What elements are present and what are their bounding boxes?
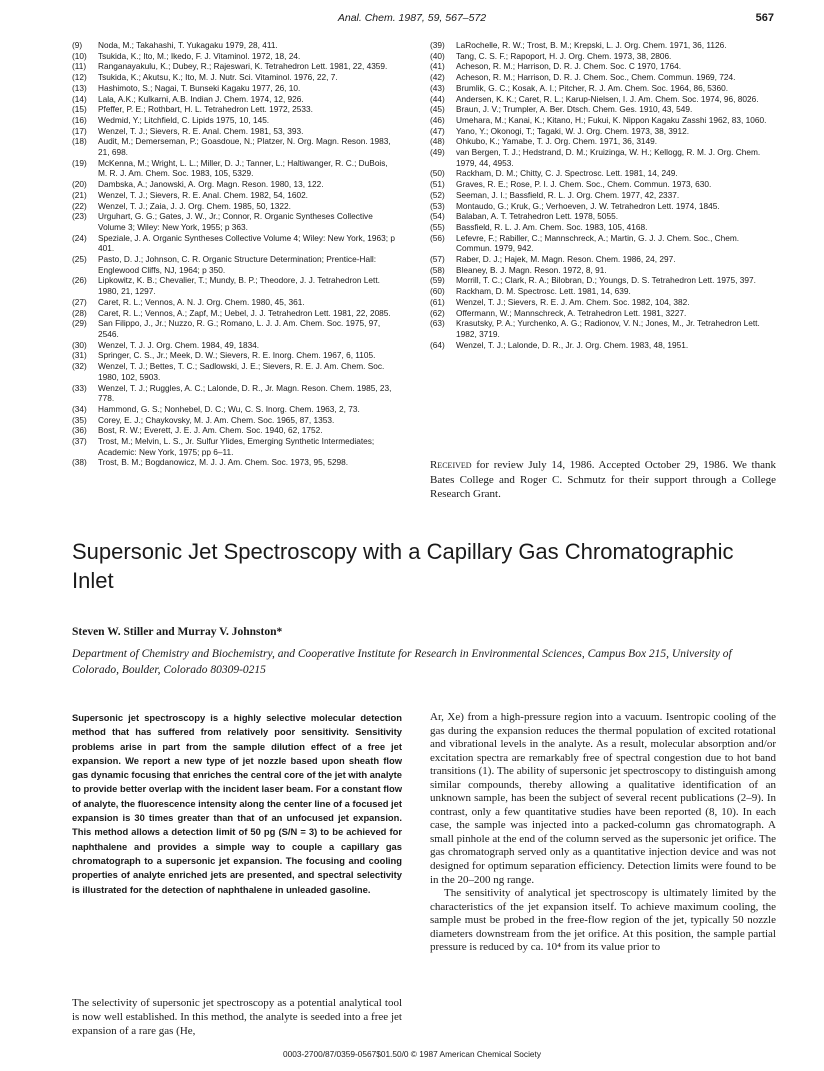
body-right-column bbox=[430, 711, 776, 955]
reference-text: Tsukida, K.; Akutsu, K.; Ito, M. J. Nutr. Sci. Vitaminol. 1976, 22, 7. bbox=[98, 72, 338, 83]
reference-number: (36) bbox=[72, 425, 87, 436]
reference-text: Acheson, R. M.; Harrison, D. R. J. Chem. Soc., Chem. Commun. 1969, 724. bbox=[456, 72, 736, 83]
reference-item bbox=[72, 115, 398, 126]
reference-item bbox=[430, 40, 774, 51]
reference-text: Bassfield, R. L. J. Am. Chem. Soc. 1983, 105, 4168. bbox=[456, 221, 648, 232]
reference-number: (50) bbox=[430, 168, 445, 179]
reference-number: (53) bbox=[430, 200, 445, 211]
reference-item bbox=[72, 308, 398, 319]
reference-item bbox=[430, 275, 774, 286]
reference-item bbox=[72, 254, 398, 275]
reference-item bbox=[430, 340, 774, 351]
reference-text: Ohkubo, K.; Yamabe, T. J. Org. Chem. 1971, 36, 3149. bbox=[456, 136, 658, 147]
reference-text: Caret, R. L.; Vennos, A. N. J. Org. Chem. 1980, 45, 361. bbox=[98, 296, 305, 307]
reference-item bbox=[72, 436, 398, 457]
reference-text: McKenna, M.; Wright, L. L.; Miller, D. J.; Tanner, L.; Haltiwanger, R. C.; DuBois, M. R. J. Am. Chem. Soc. 1983, 105, 5329. bbox=[98, 157, 388, 179]
reference-number: (37) bbox=[72, 436, 87, 447]
received-lead: Received bbox=[430, 459, 472, 471]
reference-number: (21) bbox=[72, 189, 87, 200]
reference-item bbox=[72, 211, 398, 232]
reference-item bbox=[430, 233, 774, 254]
reference-text: Graves, R. E.; Rose, P. I. J. Chem. Soc., Chem. Commun. 1973, 630. bbox=[456, 179, 712, 190]
reference-number: (61) bbox=[430, 296, 445, 307]
reference-text: Pasto, D. J.; Johnson, C. R. Organic Structure Determination; Prentice-Hall: Englewood Cliffs, NJ, 1964; p 350. bbox=[98, 254, 377, 275]
reference-number: (33) bbox=[72, 382, 87, 393]
reference-item bbox=[72, 190, 398, 201]
reference-text: Montaudo, G.; Kruk, G.; Verhoeven, J. W. Tetrahedron Lett. 1974, 1845. bbox=[456, 200, 720, 211]
reference-text: Wenzel, T. J.; Zaia, J. J. Org. Chem. 1985, 50, 1322. bbox=[98, 200, 291, 211]
reference-text: Noda, M.; Takahashi, T. Yukagaku 1979, 28, 411. bbox=[98, 40, 278, 50]
reference-number: (43) bbox=[430, 82, 445, 93]
reference-text: Morrill, T. C.; Clark, R. A.; Bilobran, D.; Youngs, D. S. Tetrahedron Lett. 1975, 397. bbox=[456, 275, 756, 286]
reference-item bbox=[72, 415, 398, 426]
reference-item bbox=[430, 286, 774, 297]
reference-number: (29) bbox=[72, 318, 87, 329]
journal-citation: Anal. Chem. 1987, 59, 567–572 bbox=[337, 12, 487, 24]
reference-text: Braun, J. V.; Trumpler, A. Ber. Dtsch. Chem. Ges. 1910, 43, 549. bbox=[456, 104, 693, 115]
reference-text: Wenzel, T. J. J. Org. Chem. 1984, 49, 1834. bbox=[98, 339, 260, 350]
reference-text: Lala, A.K.; Kulkarni, A.B. Indian J. Chem. 1974, 12, 926. bbox=[98, 93, 304, 104]
reference-number: (49) bbox=[430, 147, 445, 158]
reference-number: (19) bbox=[72, 157, 87, 168]
reference-number: (9) bbox=[72, 40, 83, 50]
reference-item bbox=[72, 83, 398, 94]
reference-item bbox=[72, 136, 398, 157]
reference-text: Andersen, K. K.; Caret, R. L.; Karup-Nielsen, I. J. Am. Chem. Soc. 1974, 96, 8026. bbox=[456, 93, 759, 104]
reference-item bbox=[430, 308, 774, 319]
reference-item bbox=[430, 94, 774, 105]
reference-item bbox=[430, 201, 774, 212]
article-authors: Steven W. Stiller and Murray V. Johnston* bbox=[72, 626, 283, 638]
body-paragraph: The sensitivity of analytical jet spectroscopy is ultimately limited by the characteristics of the jet expansion itself. To achieve maximum cooling, the sample must be probed in the free-flow region of the jet, typically 50 nozzle diameters downstream from the jet orifice. At this position, the sample partial pressure is reduced by ca. 10⁴ from its value prior to bbox=[430, 887, 776, 954]
reference-item bbox=[430, 318, 774, 339]
reference-item bbox=[430, 72, 774, 83]
abstract: Supersonic jet spectroscopy is a highly selective molecular detection method that has suffered from relatively poor sensitivity. Sensitivity problems arise in part from the sample dilution effect of a free jet expansion. We report a new type of jet nozzle based upon sheath flow gas dynamic focusing that enriches the central core of the jet with analyte to provide better overlap with the incident laser beam. For a constant flow of analyte, the fluorescence intensity along the center line of a focused jet expansion is 30 times greater than that of an unfocused jet expansion. This method allows a detection limit of 50 pg (S/N = 3) to be achieved for naphthalene and provides a simple way to couple a capillary gas chromatograph to a supersonic jet expansion. The focusing and cooling properties of analyte enriched jets are presented, and spectral selectivity is illustrated for the detection of naphthalene in unleaded gasoline. bbox=[72, 712, 402, 895]
reference-number: (27) bbox=[72, 296, 87, 307]
reference-number: (20) bbox=[72, 179, 87, 190]
reference-item bbox=[72, 350, 398, 361]
received-note bbox=[430, 458, 776, 502]
article-affiliation: Department of Chemistry and Biochemistry, and Cooperative Institute for Research in Environmental Sciences, Campus Box 215, University of Colorado, Boulder, Colorado 80309-0215 bbox=[72, 648, 732, 676]
reference-number: (26) bbox=[72, 275, 87, 286]
reference-number: (15) bbox=[72, 104, 87, 115]
reference-number: (58) bbox=[430, 264, 445, 275]
reference-item bbox=[430, 136, 774, 147]
reference-text: Wenzel, T. J.; Sievers, R. E. Anal. Chem. 1981, 53, 393. bbox=[98, 125, 304, 136]
reference-text: Offermann, W.; Mannschreck, A. Tetrahedron Lett. 1981, 3227. bbox=[456, 307, 687, 318]
reference-text: Wenzel, T. J.; Sievers, R. E. Anal. Chem. 1982, 54, 1602. bbox=[98, 189, 308, 200]
reference-number: (42) bbox=[430, 72, 445, 83]
reference-item bbox=[72, 297, 398, 308]
reference-number: (18) bbox=[72, 136, 87, 147]
reference-text: Raber, D. J.; Hajek, M. Magn. Reson. Chem. 1986, 24, 297. bbox=[456, 254, 676, 265]
reference-item bbox=[430, 265, 774, 276]
reference-number: (35) bbox=[72, 414, 87, 425]
reference-text: Springer, C. S., Jr.; Meek, D. W.; Sievers, R. E. Inorg. Chem. 1967, 6, 1105. bbox=[98, 350, 376, 361]
page-number: 567 bbox=[755, 12, 774, 24]
reference-text: Balaban, A. T. Tetrahedron Lett. 1978, 5055. bbox=[456, 211, 619, 222]
reference-number: (60) bbox=[430, 286, 445, 297]
reference-number: (28) bbox=[72, 307, 87, 318]
reference-text: Hammond, G. S.; Nonhebel, D. C.; Wu, C. S. Inorg. Chem. 1963, 2, 73. bbox=[98, 403, 360, 414]
reference-number: (32) bbox=[72, 361, 87, 372]
reference-text: Yano, Y.; Okonogi, T.; Tagaki, W. J. Org. Chem. 1973, 38, 3912. bbox=[456, 125, 690, 136]
reference-text: Umehara, M.; Kanai, K.; Kitano, H.; Fukui, K. Nippon Kagaku Zasshi 1962, 83, 1060. bbox=[456, 114, 767, 125]
reference-text: Wenzel, T. J.; Lalonde, D. R., Jr. J. Org. Chem. 1983, 48, 1951. bbox=[456, 339, 689, 350]
reference-item bbox=[72, 233, 398, 254]
reference-item bbox=[430, 147, 774, 168]
reference-text: Acheson, R. M.; Harrison, D. R. J. Chem. Soc. C 1970, 1764. bbox=[456, 61, 682, 72]
reference-item bbox=[430, 179, 774, 190]
reference-item bbox=[72, 51, 398, 62]
reference-item bbox=[430, 104, 774, 115]
intro-paragraph: The selectivity of supersonic jet spectroscopy as a potential analytical tool is now well established. In this method, the analyte is seeded into a free jet expansion of a rare gas (He, bbox=[72, 997, 402, 1037]
reference-item bbox=[430, 190, 774, 201]
reference-number: (12) bbox=[72, 72, 87, 83]
reference-number: (25) bbox=[72, 254, 87, 265]
reference-item bbox=[72, 201, 398, 212]
reference-number: (22) bbox=[72, 200, 87, 211]
reference-text: Pfeffer, P. E.; Rothbart, H. L. Tetrahedron Lett. 1972, 2533. bbox=[98, 104, 313, 115]
reference-text: Wedmid, Y.; Litchfield, C. Lipids 1975, 10, 145. bbox=[98, 114, 270, 125]
reference-number: (41) bbox=[430, 61, 445, 72]
reference-item bbox=[430, 168, 774, 179]
reference-item bbox=[72, 40, 398, 51]
reference-item bbox=[72, 94, 398, 105]
reference-number: (56) bbox=[430, 232, 445, 243]
reference-item bbox=[72, 126, 398, 137]
reference-text: Lefevre, F.; Rabiller, C.; Mannschreck, A.; Martin, G. J. J. Chem. Soc., Chem. Commun. 1979, 942. bbox=[456, 232, 740, 254]
reference-number: (55) bbox=[430, 221, 445, 232]
reference-text: Seeman, J. I.; Bassfield, R. L. J. Org. Chem. 1977, 42, 2337. bbox=[456, 189, 680, 200]
reference-number: (63) bbox=[430, 318, 445, 329]
reference-text: Dambska, A.; Janowski, A. Org. Magn. Reson. 1980, 13, 122. bbox=[98, 179, 324, 190]
reference-number: (31) bbox=[72, 350, 87, 361]
reference-number: (30) bbox=[72, 339, 87, 350]
reference-item bbox=[430, 83, 774, 94]
reference-number: (48) bbox=[430, 136, 445, 147]
reference-text: Corey, E. J.; Chaykovsky, M. J. Am. Chem. Soc. 1965, 87, 1353. bbox=[98, 414, 335, 425]
reference-text: Trost, B. M.; Bogdanowicz, M. J. J. Am. Chem. Soc. 1973, 95, 5298. bbox=[98, 457, 349, 468]
reference-text: Krasutsky, P. A.; Yurchenko, A. G.; Radionov, V. N.; Jones, M., Jr. Tetrahedron Lett. 1982, 3719. bbox=[456, 318, 760, 339]
reference-number: (59) bbox=[430, 275, 445, 286]
reference-number: (40) bbox=[430, 50, 445, 61]
reference-text: Wenzel, T. J.; Sievers, R. E. J. Am. Chem. Soc. 1982, 104, 382. bbox=[456, 296, 690, 307]
reference-number: (16) bbox=[72, 114, 87, 125]
reference-number: (45) bbox=[430, 104, 445, 115]
reference-text: Hashimoto, S.; Nagai, T. Bunseki Kagaku 1977, 26, 10. bbox=[98, 82, 301, 93]
reference-item bbox=[72, 404, 398, 415]
reference-text: Speziale, J. A. Organic Syntheses Collective Volume 4; Wiley: New York, 1963; p 401. bbox=[98, 232, 395, 254]
reference-item bbox=[430, 211, 774, 222]
reference-number: (17) bbox=[72, 125, 87, 136]
reference-number: (44) bbox=[430, 93, 445, 104]
reference-number: (46) bbox=[430, 114, 445, 125]
reference-item bbox=[72, 383, 398, 404]
reference-item bbox=[430, 126, 774, 137]
reference-item bbox=[72, 72, 398, 83]
reference-number: (57) bbox=[430, 254, 445, 265]
article-title: Supersonic Jet Spectroscopy with a Capillary Gas Chromatographic Inlet bbox=[72, 539, 734, 593]
received-text: for review July 14, 1986. Accepted October 29, 1986. We thank Bates College and Roger C. Schmutz for their support through a College Research Grant. bbox=[430, 459, 776, 500]
reference-number: (51) bbox=[430, 179, 445, 190]
reference-item bbox=[72, 361, 398, 382]
reference-text: Wenzel, T. J.; Ruggles, A. C.; Lalonde, D. R., Jr. Magn. Reson. Chem. 1985, 23, 778. bbox=[98, 382, 392, 404]
reference-text: Bleaney, B. J. Magn. Reson. 1972, 8, 91. bbox=[456, 264, 607, 275]
reference-text: Tang, C. S. F.; Rapoport, H. J. Org. Chem. 1973, 38, 2806. bbox=[456, 50, 672, 61]
reference-item bbox=[72, 318, 398, 339]
references-left-column bbox=[72, 40, 398, 468]
references-right-column bbox=[430, 40, 774, 350]
reference-item bbox=[430, 51, 774, 62]
reference-number: (54) bbox=[430, 211, 445, 222]
reference-number: (62) bbox=[430, 307, 445, 318]
reference-item bbox=[430, 115, 774, 126]
reference-text: Rackham, D. M.; Chitty, C. J. Spectrosc. Lett. 1981, 14, 249. bbox=[456, 168, 678, 179]
running-head bbox=[0, 12, 824, 28]
reference-number: (14) bbox=[72, 93, 87, 104]
reference-item bbox=[72, 457, 398, 468]
reference-item bbox=[430, 254, 774, 265]
reference-item bbox=[430, 222, 774, 233]
reference-number: (10) bbox=[72, 50, 87, 61]
reference-number: (11) bbox=[72, 61, 87, 72]
reference-text: van Bergen, T. J.; Hedstrand, D. M.; Kruizinga, W. H.; Kellogg, R. M. J. Org. Chem. 1979, 44, 4953. bbox=[456, 147, 761, 168]
reference-text: Caret, R. L.; Vennos, A.; Zapf, M.; Uebel, J. J. Tetrahedron Lett. 1981, 22, 2085. bbox=[98, 307, 391, 318]
reference-number: (39) bbox=[430, 40, 445, 50]
reference-text: Wenzel, T. J.; Bettes, T. C.; Sadlowski, J. E.; Sievers, R. E. J. Am. Chem. Soc. 1980, 102, 5903. bbox=[98, 361, 385, 382]
reference-text: Tsukida, K.; Ito, M.; Ikedo, F. J. Vitaminol. 1972, 18, 24. bbox=[98, 50, 301, 61]
reference-number: (23) bbox=[72, 211, 87, 222]
copyright-footer: 0003-2700/87/0359-0567$01.50/0 © 1987 American Chemical Society bbox=[283, 1049, 541, 1059]
reference-text: Trost, M.; Melvin, L. S., Jr. Sulfur Ylides, Emerging Synthetic Intermediates; Academic: New York, 1975; pp 6–11. bbox=[98, 436, 375, 457]
reference-text: Audit, M.; Demerseman, P.; Goasdoue, N.; Platzer, N. Org. Magn. Reson. 1983, 21, 698. bbox=[98, 136, 391, 158]
reference-item bbox=[72, 179, 398, 190]
reference-item bbox=[430, 61, 774, 72]
reference-number: (38) bbox=[72, 457, 87, 468]
reference-item bbox=[72, 104, 398, 115]
reference-text: Bost, R. W.; Everett, J. E. J. Am. Chem. Soc. 1940, 62, 1752. bbox=[98, 425, 323, 436]
reference-number: (64) bbox=[430, 339, 445, 350]
body-paragraph: Ar, Xe) from a high-pressure region into a vacuum. Isentropic cooling of the gas during the expansion reduces the thermal population of excited rotational and vibrational levels in the analyte. As a result, molecular absorption and/or excitation spectra are remarkably free of spectral congestion due to hot band transitions (1). The ability of supersonic jet spectroscopy to distinguish among similar compounds, thereby allowing a qualitative identification of an unknown sample, has been the subject of several recent publications (2–9). In contrast, only a few quantitative studies have been reported (8, 10). In each case, the sample was injected into a packed-column gas chromatograph. A small pinhole at the end of the column served as the supersonic jet orifice. The gas chromatograph served only as a quantitative injection device and was not designed for optimum separation efficiency. Detection limits were found to be in the 20–200 ng range. bbox=[430, 711, 776, 886]
reference-text: Urguhart, G. G.; Gates, J. W., Jr.; Connor, R. Organic Syntheses Collective Volume 3; Wiley: New York, 1955; p 363. bbox=[98, 211, 373, 232]
reference-item bbox=[72, 275, 398, 296]
reference-item bbox=[72, 158, 398, 179]
reference-number: (52) bbox=[430, 189, 445, 200]
reference-text: LaRochelle, R. W.; Trost, B. M.; Krepski, L. J. Org. Chem. 1971, 36, 1126. bbox=[456, 40, 727, 50]
reference-item bbox=[430, 297, 774, 308]
reference-number: (47) bbox=[430, 125, 445, 136]
reference-text: Lipkowitz, K. B.; Chevalier, T.; Mundy, B. P.; Theodore, J. J. Tetrahedron Lett. 1980, 21, 1297. bbox=[98, 275, 380, 297]
reference-number: (24) bbox=[72, 232, 87, 243]
reference-item bbox=[72, 340, 398, 351]
reference-number: (13) bbox=[72, 82, 87, 93]
reference-text: San Filippo, J., Jr.; Nuzzo, R. G.; Romano, L. J. J. Am. Chem. Soc. 1975, 97, 2546. bbox=[98, 318, 381, 339]
reference-item bbox=[72, 425, 398, 436]
reference-text: Rackham, D. M. Spectrosc. Lett. 1981, 14, 639. bbox=[456, 286, 631, 297]
reference-number: (34) bbox=[72, 403, 87, 414]
reference-text: Ranganayakulu, K.; Dubey, R.; Rajeswari, K. Tetrahedron Lett. 1981, 22, 4359. bbox=[98, 61, 388, 72]
reference-item bbox=[72, 61, 398, 72]
reference-text: Brumlik, G. C.; Kosak, A. I.; Pitcher, R. J. Am. Chem. Soc. 1964, 86, 5360. bbox=[456, 82, 729, 93]
